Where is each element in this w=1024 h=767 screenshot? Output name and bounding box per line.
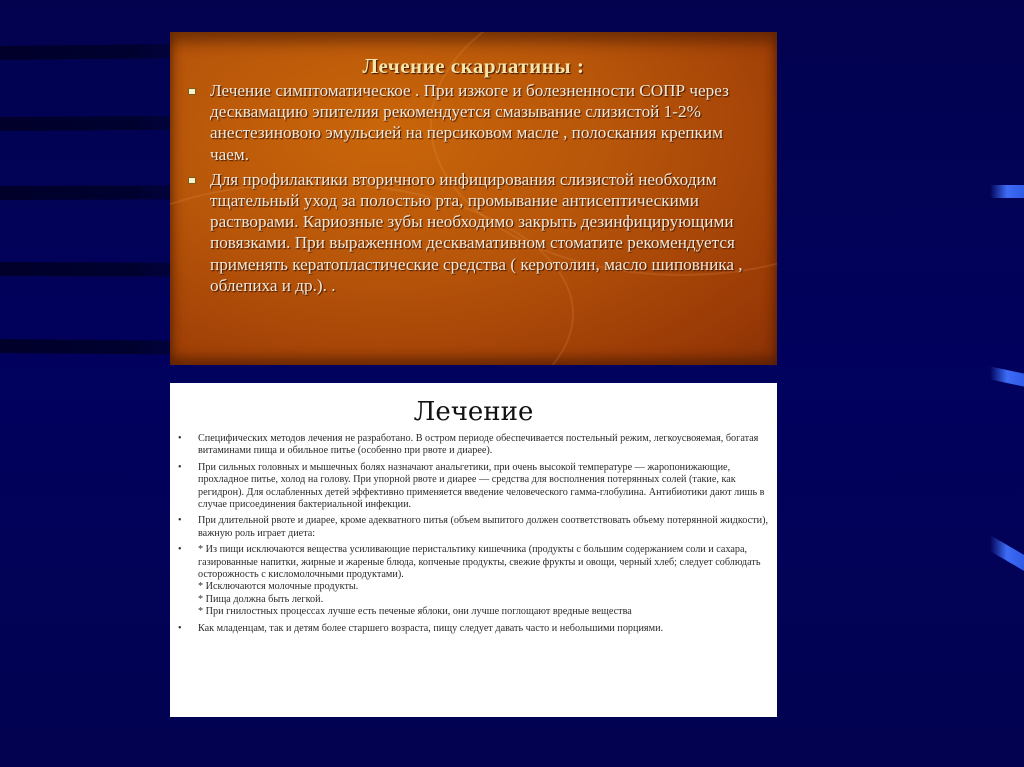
bullet-text: При сильных головных и мышечных болях назначают анальгетики, при очень высокой температуре — жаропонижающие, прохладное питье, холод на голову. При упорной рвоте и диарее — средства для восполнения потерянных солей (такие, как регидрон). Для ослабленных детей эффективно применяется введение человеческого гамма-глобулина. Антибиотики дают лишь в случае присоединения бактериальной инфекции. — [198, 461, 765, 511]
decor-stripe — [0, 116, 170, 131]
bullet-dot-icon: • — [178, 544, 182, 556]
bullet-text: Специфических методов лечения не разработано. В остром периоде обеспечивается постельный режим, легкоусвояемая, богатая витаминами пища и обильное питье (особенно при рвоте и диарее). — [198, 433, 759, 457]
sub-line: * Исключаются молочные продукты. — [198, 581, 359, 593]
bullet-text: * Из пищи исключаются вещества усиливающие перистальтику кишечника (продукты с большим содержанием соли и сахара, газированные напитки, жирные и жареные блюда, копченые продукты, свежие фрукты и овощи, черный хлеб; следует соблюдать осторожность с кисломолочными продуктами). — [198, 544, 761, 581]
bullet-item — [178, 462, 773, 512]
bullet-item — [186, 80, 766, 165]
bullet-item — [186, 169, 766, 296]
slide-treatment — [170, 383, 777, 717]
slide-top-title: Лечение скарлатины : — [362, 54, 585, 78]
square-bullet-icon — [188, 88, 196, 95]
sub-line: * При гнилостных процессах лучше есть печеные яблоки, они лучше поглощают вредные вещества — [198, 606, 632, 618]
square-bullet-icon — [188, 177, 196, 184]
decor-stripe — [0, 262, 170, 277]
bullet-item — [178, 515, 773, 540]
bullet-text: Как младенцам, так и детям более старшего возраста, пищу следует давать часто и небольшими порциями. — [198, 622, 664, 634]
bullet-dot-icon: • — [178, 461, 182, 473]
decor-stripe — [0, 185, 170, 200]
slide-top-bullets — [186, 80, 766, 300]
bullet-text: Для профилактики вторичного инфицирования слизистой необходим тщательный уход за полостью рта, промывание антисептическими растворами. Кариозные зубы необходимо закрыть дезинфицирующими повязками. При выраженном десквамативном стоматите рекомендуется применять кератопластические средства ( керотолин, масло шиповника , облепиха и др.). . — [210, 169, 743, 295]
bullet-item — [178, 433, 773, 458]
slide-scarlet-fever-treatment — [170, 32, 777, 365]
bullet-text: При длительной рвоте и диарее, кроме адекватного питья (объем выпитого должен соответствовать объему потерянной жидкости), важную роль играет диета: — [198, 515, 769, 539]
bullet-item — [178, 544, 773, 618]
decor-stripe — [0, 44, 170, 60]
sub-line: * Пища должна быть легкой. — [198, 593, 324, 605]
bullet-dot-icon: • — [178, 622, 182, 634]
decor-mark — [990, 185, 1024, 198]
bullet-text: Лечение симптоматическое . При изжоге и болезненности СОПР через десквамацию эпителия рекомендуется смазывание слизистой 1-2% анестезиновою эмульсией на персиковом масле , полоскания крепким чаем. — [210, 81, 729, 164]
bullet-dot-icon: • — [178, 515, 182, 527]
slide-bottom-bullets — [178, 433, 773, 639]
slide-bottom-title: Лечение — [413, 397, 534, 427]
bullet-item — [178, 623, 773, 635]
decor-stripe — [0, 339, 170, 354]
bullet-dot-icon: • — [178, 433, 182, 444]
